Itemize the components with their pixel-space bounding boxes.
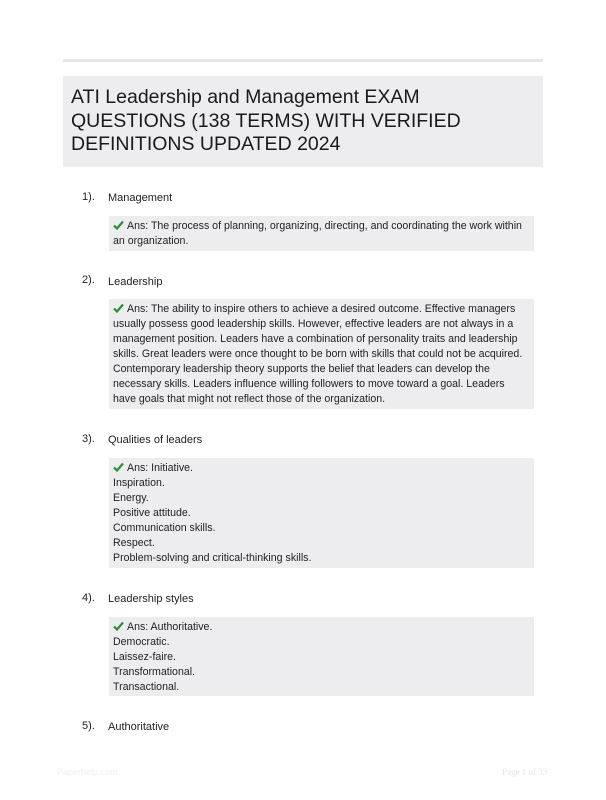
answer-line: Positive attitude. bbox=[113, 507, 191, 519]
document-title bbox=[71, 86, 535, 157]
answer-line bbox=[113, 620, 530, 635]
answer-box bbox=[109, 216, 534, 251]
footer-watermark: Paperhelp.com bbox=[57, 767, 118, 777]
term-label: Leadership bbox=[108, 276, 163, 288]
answer-line: Communication skills. bbox=[113, 522, 216, 534]
term-number: 2). bbox=[82, 274, 95, 286]
answer-line bbox=[113, 461, 530, 476]
answer-text: Ans: Initiative. bbox=[127, 462, 193, 474]
term-label: Qualities of leaders bbox=[108, 434, 203, 446]
term-number: 1). bbox=[82, 191, 95, 203]
term-number: 5). bbox=[82, 720, 95, 732]
term-label: Management bbox=[108, 192, 173, 204]
answer-line bbox=[113, 302, 530, 317]
checkmark-icon bbox=[113, 462, 124, 472]
answer-line: Transformational. bbox=[113, 666, 196, 678]
answer-line: Laissez-faire. bbox=[113, 651, 176, 663]
answer-box bbox=[109, 299, 534, 409]
answer-line bbox=[113, 219, 530, 234]
answer-box bbox=[109, 617, 534, 696]
term-number: 3). bbox=[82, 433, 95, 445]
answer-line: Problem-solving and critical-thinking skills. bbox=[113, 552, 312, 564]
answer-line: skills. Great leaders were once thought to be born with skills that could not be acquired. bbox=[113, 348, 523, 360]
answer-line: Inspiration. bbox=[113, 477, 165, 489]
term-number: 4). bbox=[82, 592, 95, 604]
term-label: Authoritative bbox=[108, 721, 170, 733]
title-line: ATI Leadership and Management EXAM bbox=[71, 86, 420, 108]
answer-line: necessary skills. Leaders influence willing followers to move toward a goal. Leaders bbox=[113, 378, 505, 390]
checkmark-icon bbox=[113, 621, 124, 631]
answer-line: an organization. bbox=[113, 235, 189, 247]
answer-line: Contemporary leadership theory supports the belief that leaders can develop the bbox=[113, 363, 490, 375]
answer-text: Ans: The ability to inspire others to achieve a desired outcome. Effective managers bbox=[127, 303, 516, 315]
checkmark-icon bbox=[113, 220, 124, 230]
page-number: Page 1 of 33 bbox=[502, 767, 548, 777]
title-line: DEFINITIONS UPDATED 2024 bbox=[71, 133, 341, 155]
answer-line: Democratic. bbox=[113, 636, 170, 648]
answer-text: Ans: The process of planning, organizing, directing, and coordinating the work within bbox=[127, 220, 522, 232]
answer-line: management position. Leaders have a combination of personality traits and leadership bbox=[113, 333, 518, 345]
top-divider bbox=[63, 59, 543, 62]
answer-line: Energy. bbox=[113, 492, 149, 504]
answer-box bbox=[109, 458, 534, 568]
term-label: Leadership styles bbox=[108, 593, 194, 605]
checkmark-icon bbox=[113, 303, 124, 313]
answer-line: usually possess good leadership skills. However, effective leaders are not always in a bbox=[113, 318, 514, 330]
answer-text: Ans: Authoritative. bbox=[127, 621, 213, 633]
title-box bbox=[63, 76, 543, 167]
answer-line: Transactional. bbox=[113, 681, 180, 693]
answer-line: have goals that might not reflect those of the organization. bbox=[113, 393, 386, 405]
answer-line: Respect. bbox=[113, 537, 155, 549]
title-line: QUESTIONS (138 TERMS) WITH VERIFIED bbox=[71, 109, 461, 132]
